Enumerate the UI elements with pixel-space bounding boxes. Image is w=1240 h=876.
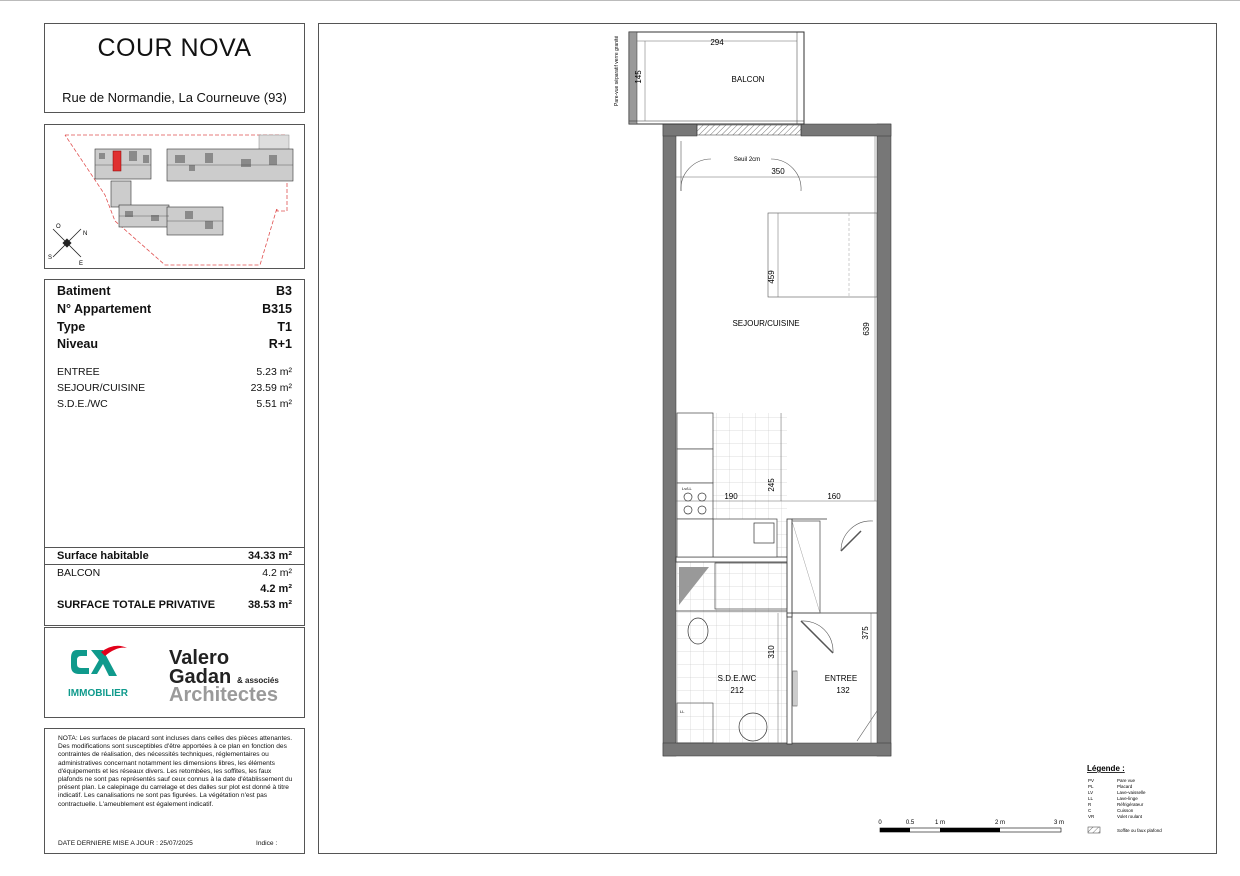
dim-balcon-h: 145 — [634, 70, 643, 84]
ca-logo-text: IMMOBILIER — [68, 688, 128, 699]
legend-hatch-desc: Soffite ou faux plafond — [1117, 828, 1162, 833]
surface-habitable-row — [57, 550, 292, 562]
dim-160: 160 — [827, 492, 841, 501]
legend-code: PL — [1088, 784, 1094, 789]
legend — [1087, 764, 1162, 833]
compass-icon — [53, 229, 81, 257]
balcon-row — [57, 567, 292, 579]
compass-n: N — [83, 231, 88, 237]
scale-tick: 2 m — [994, 820, 1006, 826]
niveau-value: R+1 — [268, 337, 292, 351]
legend-code: R — [1088, 802, 1092, 807]
sde-dim: 212 — [730, 686, 744, 695]
note-text: NOTA: Les surfaces de placard sont incluses dans celles des pièces attenantes. Des modifications sont susceptibles d'être apportées à ce plan en fonction des contraintes de réalisation, des nécessités techniques, réglementaires ou administratives concernant notamment les dimensions libres, les éléments d'équipements et les réseaux divers. Les retombées, les soffites, les faux plafonds ne sont pas représentés sauf ceux connus à la date d'établissement du présent plan. Le calepinage du carrelage et des dalles sur plot est donné à titre indicatif. Les canalisations ne sont pas figurées. La végétation n'est pas contractuelle. L'ameublement est également indicatif. — [58, 735, 293, 808]
site-plan-drawing — [45, 125, 304, 268]
annex-total-value: 4.2 m² — [260, 583, 292, 595]
appartement-label: N° Appartement — [57, 302, 152, 316]
legend-code: LL — [1088, 796, 1094, 801]
legend-title: Légende : — [1087, 764, 1125, 773]
project-name: COUR NOVA — [97, 34, 252, 62]
legend-desc: Réfrigérateur — [1117, 802, 1144, 807]
batiment-row — [57, 284, 292, 298]
bed-outline — [768, 213, 877, 297]
scale-tick: 0.5 — [905, 820, 915, 826]
scale-tick: 3 m — [1053, 820, 1065, 826]
dim-350: 350 — [771, 167, 785, 176]
legend-desc: Cuisson — [1117, 808, 1134, 813]
legend-desc: Lave-vaisselle — [1117, 790, 1146, 795]
compass-s: S — [48, 255, 53, 261]
batiment-label: Batiment — [57, 284, 111, 298]
divider — [45, 564, 304, 565]
room-row — [57, 366, 292, 378]
page-top-rule — [0, 0, 1240, 1]
dim-balcon-w: 294 — [710, 38, 724, 47]
site-plan-box — [44, 124, 305, 269]
legend-code: VR — [1088, 814, 1095, 819]
niveau-row — [57, 337, 292, 351]
room-area: 23.59 m² — [250, 382, 292, 394]
compass-o: O — [56, 224, 61, 230]
room-row — [57, 382, 292, 394]
scale-tick: 0 — [878, 820, 882, 826]
divider — [45, 547, 304, 548]
annex-total-row — [57, 583, 292, 595]
legend-desc: Placard — [1117, 784, 1133, 789]
legend-code: LV — [1088, 790, 1094, 795]
index-label: Indice : — [256, 840, 278, 847]
surface-totale-label: SURFACE TOTALE PRIVATIVE — [57, 599, 216, 611]
floor-plan-drawing — [319, 24, 1216, 853]
dim-310: 310 — [767, 645, 776, 659]
balcon-label: BALCON — [57, 567, 101, 579]
sejour-label: SEJOUR/CUISINE — [732, 319, 800, 328]
surface-totale-value: 38.53 m² — [247, 599, 292, 611]
surface-habitable-value: 34.33 m² — [247, 550, 292, 562]
room-row — [57, 398, 292, 410]
sde-label: S.D.E./WC — [717, 674, 757, 683]
entree-label: ENTREE — [824, 674, 858, 683]
appartement-value: B315 — [262, 302, 292, 316]
update-date: DATE DERNIERE MISE A JOUR : 25/07/2025 — [58, 840, 193, 847]
legend-hatch-swatch — [1088, 827, 1100, 833]
compass-e: E — [79, 261, 84, 267]
unit-info-box — [44, 279, 305, 626]
dim-245: 245 — [767, 478, 776, 492]
type-value: T1 — [277, 320, 292, 334]
legend-desc: Volet roulant — [1117, 814, 1143, 819]
surface-totale-row — [57, 599, 292, 611]
project-title-box — [44, 23, 305, 113]
entree-dim: 132 — [836, 686, 850, 695]
room-area: 5.51 m² — [256, 398, 292, 410]
dim-190: 190 — [724, 492, 738, 501]
logos-box — [44, 627, 305, 718]
balcon-value: 4.2 m² — [262, 567, 292, 579]
ll-label: LL — [680, 709, 685, 714]
room-area: 5.23 m² — [256, 366, 292, 378]
pare-vue-label: Pare-vue séparatif verre granité — [614, 35, 620, 106]
legend-desc: Lave-linge — [1117, 796, 1138, 801]
room-name: S.D.E./WC — [57, 398, 108, 410]
batiment-value: B3 — [276, 284, 292, 298]
balcon-label: BALCON — [731, 75, 765, 84]
type-row — [57, 320, 292, 334]
window-sill — [697, 125, 801, 135]
appartement-row — [57, 302, 292, 316]
unit-location-marker — [113, 151, 121, 171]
valero-gadan-logo — [169, 647, 279, 706]
scale-tick: 1 m — [934, 820, 946, 826]
legend-code: PV — [1088, 778, 1095, 783]
vg-line3: Architectes — [169, 684, 278, 706]
vg-assoc: & associés — [237, 676, 279, 685]
cook-label: Lv/LL — [682, 486, 692, 491]
logos-drawing — [45, 628, 304, 717]
room-name: SEJOUR/CUISINE — [57, 382, 146, 394]
note-box — [44, 728, 305, 854]
niveau-label: Niveau — [57, 337, 98, 351]
dim-375: 375 — [861, 626, 870, 640]
legend-desc: Pare vue — [1117, 778, 1136, 783]
scale-bar — [878, 820, 1064, 832]
type-label: Type — [57, 320, 86, 334]
floor-plan-frame — [318, 23, 1217, 854]
vg-line1: Valero — [169, 647, 230, 669]
room-name: ENTREE — [57, 366, 100, 378]
dim-459: 459 — [767, 270, 776, 284]
legend-code: C — [1088, 808, 1092, 813]
seuil-label: Seuil 2cm — [733, 157, 761, 163]
credit-agricole-logo — [68, 646, 129, 699]
surface-habitable-label: Surface habitable — [57, 550, 149, 562]
project-address: Rue de Normandie, La Courneuve (93) — [62, 90, 287, 105]
vg-line2: Gadan — [169, 666, 232, 688]
dim-639: 639 — [862, 322, 871, 336]
